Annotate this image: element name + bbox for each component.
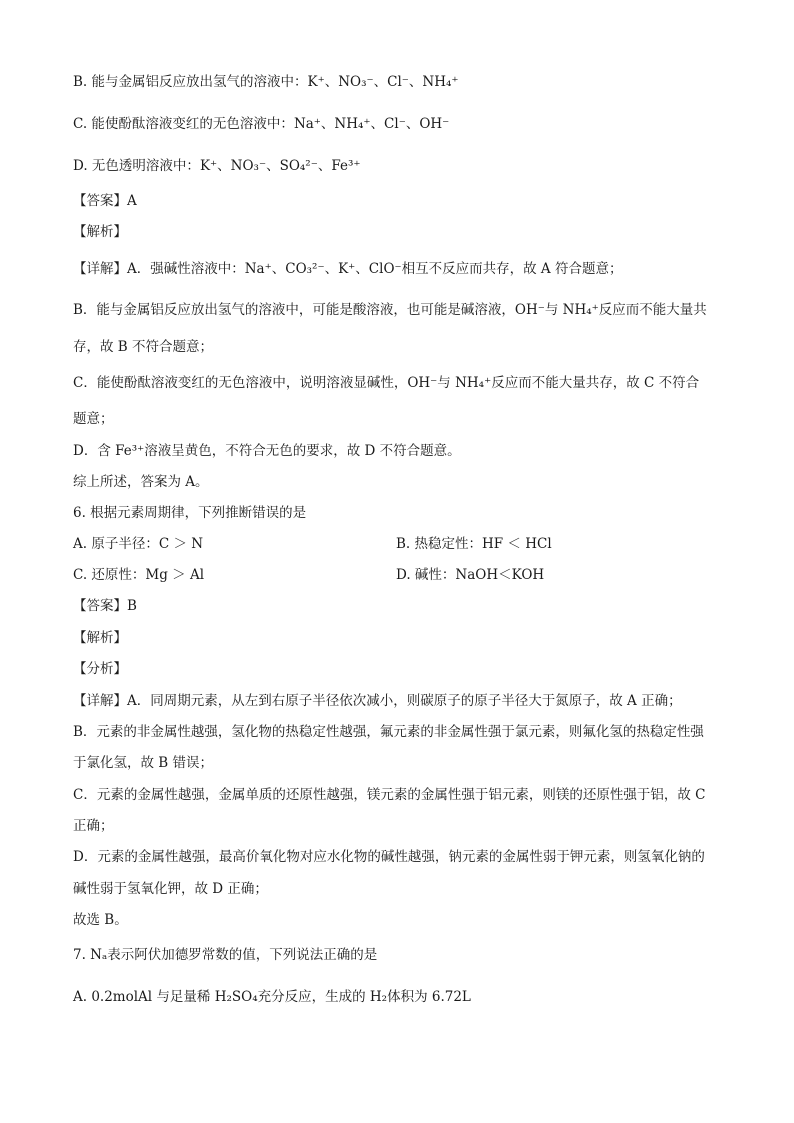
- q6-detail-d-line2: 碱性弱于氢氧化钾，故 D 正确；: [73, 881, 268, 897]
- q7-stem: 7. Nₐ表示阿伏加德罗常数的值，下列说法正确的是: [73, 947, 378, 963]
- q6-detail-c-line2: 正确；: [73, 818, 114, 834]
- q5-detail-a: 【详解】A．强碱性溶液中：Na⁺、CO₃²⁻、K⁺、ClO⁻相互不反应而共存，故 A 符合题意；: [73, 261, 623, 277]
- q6-detail-d-line1: D．元素的金属性越强，最高价氧化物对应水化物的碱性越强，钠元素的金属性弱于钾元素，则氢氧化钠的: [73, 849, 705, 865]
- q6-conclusion: 故选 B。: [73, 912, 128, 928]
- q5-detail-b-line1: B．能与金属铝反应放出氢气的溶液中，可能是酸溶液，也可能是碱溶液，OH⁻与 NH₄⁺反应而不能大量共: [73, 302, 707, 318]
- q5-analysis-label: 【解析】: [73, 224, 127, 240]
- q6-option-d: D. 碱性：NaOH＜KOH: [396, 567, 545, 583]
- q6-analysis-label: 【解析】: [73, 630, 127, 646]
- q5-detail-b-line2: 存，故 B 不符合题意；: [73, 339, 214, 355]
- q5-option-d: [73, 156, 361, 176]
- q5-option-c: [73, 114, 449, 134]
- q5-option-b-ions: K⁺、NO₃⁻、Cl⁻、NH₄⁺: [307, 74, 459, 90]
- q5-detail-c-line1: C．能使酚酞溶液变红的无色溶液中，说明溶液显碱性，OH⁻与 NH₄⁺反应而不能大量共存，故 C 不符合: [73, 375, 700, 391]
- q5-option-c-ions: Na⁺、NH₄⁺、Cl⁻、OH⁻: [293, 116, 450, 132]
- q5-option-d-ions: K⁺、NO₃⁻、SO₄²⁻、Fe³⁺: [199, 158, 361, 174]
- q5-detail-d: D．含 Fe³⁺溶液呈黄色，不符合无色的要求，故 D 不符合题意。: [73, 443, 461, 459]
- q5-option-d-text: D. 无色透明溶液中：: [73, 158, 200, 174]
- q6-option-c: C. 还原性：Mg ＞ Al: [73, 567, 205, 583]
- q5-summary: 综上所述，答案为 A。: [73, 474, 209, 490]
- q6-option-a: A. 原子半径：C ＞ N: [73, 536, 204, 552]
- q6-option-b: B. 热稳定性：HF ＜ HCl: [396, 536, 552, 552]
- q6-detail-a: 【详解】A．同周期元素，从左到右原子半径依次减小，则碳原子的原子半径大于氮原子，故 A 正确；: [73, 693, 682, 709]
- q6-stem: 6. 根据元素周期律，下列推断错误的是: [73, 505, 307, 521]
- q5-option-c-text: C. 能使酚酞溶液变红的无色溶液中：: [73, 116, 294, 132]
- q6-answer: 【答案】B: [73, 598, 137, 614]
- q6-detail-b-line1: B．元素的非金属性越强，氢化物的热稳定性越强，氟元素的非金属性强于氯元素，则氟化氢的热稳定性强: [73, 724, 704, 740]
- q5-option-b-text: B. 能与金属铝反应放出氢气的溶液中：: [73, 74, 308, 90]
- q7-option-a: A. 0.2molAl 与足量稀 H₂SO₄充分反应，生成的 H₂体积为 6.72L: [73, 989, 471, 1005]
- q5-option-b: [73, 72, 459, 92]
- q6-detail-b-line2: 于氯化氢，故 B 错误；: [73, 755, 214, 771]
- q5-detail-c-line2: 题意；: [73, 411, 114, 427]
- q5-answer: 【答案】A: [73, 193, 137, 209]
- q6-detail-c-line1: C．元素的金属性越强，金属单质的还原性越强，镁元素的金属性强于铝元素，则镁的还原性强于铝，故 C: [73, 787, 706, 803]
- q6-fenxi-label: 【分析】: [73, 661, 127, 677]
